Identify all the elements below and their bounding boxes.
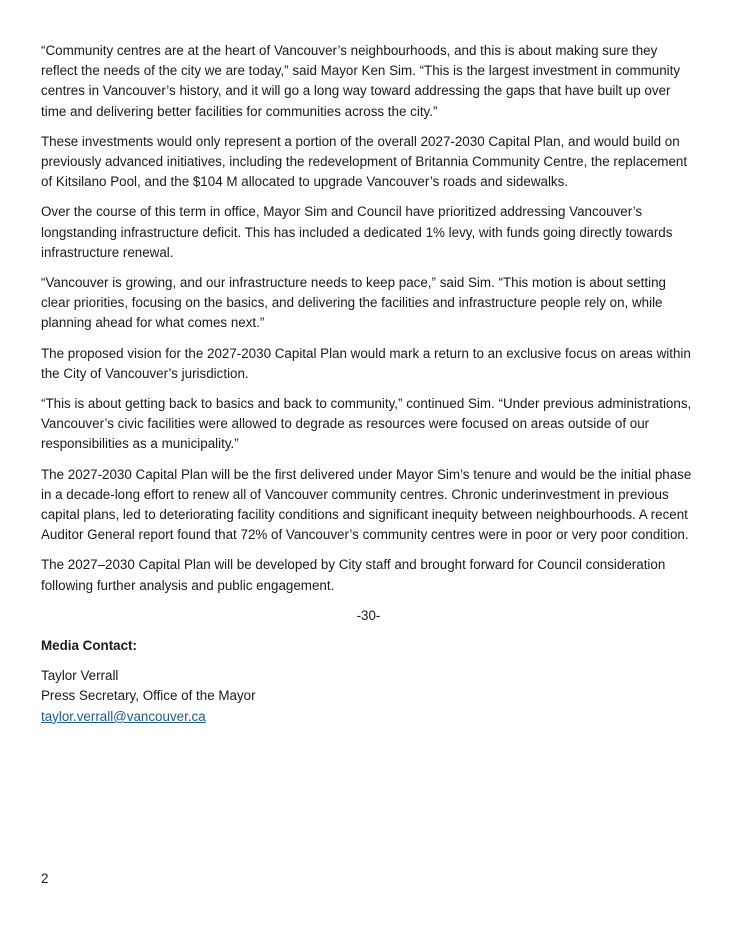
paragraph-capital-plan-portion: These investments would only represent a portion of the overall 2027-2030 Capital Plan, and would build on previously advanced initiatives, including the redevelopment of Britannia Community Centre, the replacement of Kitsilano Pool, and the $104 M allocated to upgrade Vancouver’s roads and sidewalks. <box>41 133 688 190</box>
contact-email-link[interactable]: taylor.verrall@vancouver.ca <box>41 708 206 724</box>
quote-paragraph-back-to-basics: “This is about getting back to basics and back to community,” continued Sim. “Under previous administrations, Vancouver’s civic facilities were allowed to degrade as resources were focused on areas outside of our responsibilities as a municipality.” <box>41 396 692 452</box>
paragraph-development-process: The 2027–2030 Capital Plan will be developed by City staff and brought forward for Council consideration following further analysis and public engagement. <box>41 557 666 593</box>
page-number: 2 <box>41 871 49 886</box>
contact-name: Taylor Verrall <box>41 667 119 683</box>
document-page <box>41 41 696 727</box>
end-of-release-mark: -30- <box>356 607 381 623</box>
quote-paragraph-community-centres: “Community centres are at the heart of Vancouver’s neighbourhoods, and this is about making sure they reflect the needs of the city we are today,” said Mayor Ken Sim. “This is the largest investment in community centres in Vancouver’s history, and it will go a long way toward addressing the gaps that have built up over time and delivering better facilities for communities across the city.” <box>41 43 681 119</box>
paragraph-first-capital-plan: The 2027-2030 Capital Plan will be the first delivered under Mayor Sim’s tenure and would be the initial phase in a decade-long effort to renew all of Vancouver community centres. Chronic underinvestment in previous capital plans, led to deteriorating facility conditions and significant inequity between neighbourhoods. A recent Auditor General report found that 72% of Vancouver’s community centres were in poor or very poor condition. <box>41 466 692 543</box>
quote-paragraph-vancouver-growing: “Vancouver is growing, and our infrastructure needs to keep pace,” said Sim. “This motion is about setting clear priorities, focusing on the basics, and delivering the facilities and infrastructure people rely on, while planning ahead for what comes next.” <box>41 275 666 331</box>
media-contact-block <box>41 666 696 728</box>
media-contact-heading: Media Contact: <box>41 637 137 653</box>
paragraph-infrastructure-deficit: Over the course of this term in office, Mayor Sim and Council have prioritized addressing Vancouver’s longstanding infrastructure deficit. This has included a dedicated 1% levy, with funds going directly towards infrastructure renewal. <box>41 204 673 260</box>
paragraph-proposed-vision: The proposed vision for the 2027-2030 Capital Plan would mark a return to an exclusive focus on areas within the City of Vancouver’s jurisdiction. <box>41 345 691 381</box>
contact-title: Press Secretary, Office of the Mayor <box>41 688 256 704</box>
